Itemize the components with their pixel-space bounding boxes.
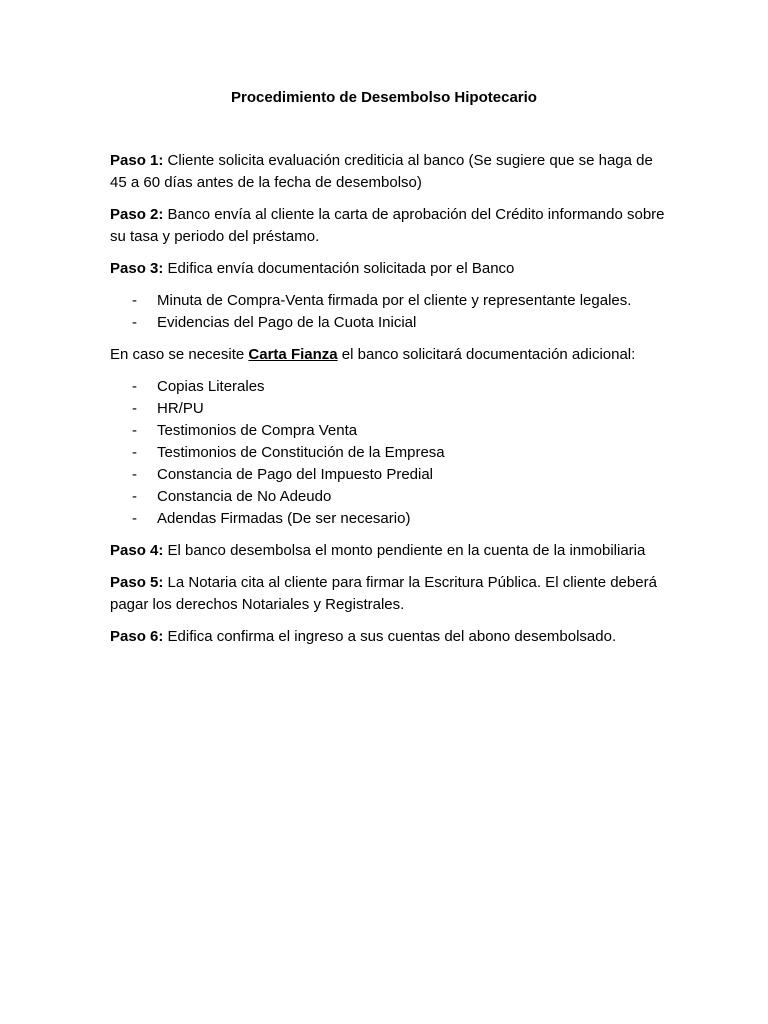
- carta-fianza-prefix: En caso se necesite: [110, 346, 249, 363]
- list-item: [110, 464, 670, 486]
- list-item-text: Evidencias del Pago de la Cuota Inicial: [157, 314, 417, 331]
- list-item: [110, 398, 670, 420]
- document-title: Procedimiento de Desembolso Hipotecario: [231, 89, 537, 106]
- step-4-text: El banco desembolsa el monto pendiente en la cuenta de la inmobiliaria: [163, 542, 646, 559]
- carta-fianza-term: Carta Fianza: [248, 346, 338, 363]
- list-item-text: Constancia de No Adeudo: [157, 488, 332, 505]
- dash-marker: -: [132, 400, 137, 417]
- dash-marker: -: [132, 488, 137, 505]
- step-5-paragraph: [110, 572, 670, 616]
- step-4-paragraph: [110, 540, 670, 562]
- dash-marker: -: [132, 314, 137, 331]
- list-item-text: Minuta de Compra-Venta firmada por el cliente y representante legales.: [157, 292, 632, 309]
- list-item-text: HR/PU: [157, 400, 204, 417]
- dash-marker: -: [132, 378, 137, 395]
- list-item: [110, 420, 670, 442]
- dash-marker: -: [132, 422, 137, 439]
- list-item: [110, 290, 670, 312]
- list-item: [110, 508, 670, 530]
- list-item: [110, 442, 670, 464]
- carta-fianza-paragraph: [110, 344, 670, 366]
- dash-marker: -: [132, 292, 137, 309]
- list-item-text: Testimonios de Compra Venta: [157, 422, 358, 439]
- list-item-text: Testimonios de Constitución de la Empresa: [157, 444, 445, 461]
- step-6-paragraph: [110, 626, 670, 648]
- step-4-label: Paso 4:: [110, 542, 164, 559]
- step-6-label: Paso 6:: [110, 628, 164, 645]
- list-item-text: Copias Literales: [157, 378, 265, 395]
- dash-marker: -: [132, 466, 137, 483]
- list-item-text: Adendas Firmadas (De ser necesario): [157, 510, 411, 527]
- step-2-label: Paso 2:: [110, 206, 164, 223]
- step-2-paragraph: [110, 204, 670, 248]
- list-item-text: Constancia de Pago del Impuesto Predial: [157, 466, 434, 483]
- step-5-text: La Notaria cita al cliente para firmar la Escritura Pública. El cliente deberá pagar los derechos Notariales y Registrales.: [110, 574, 657, 613]
- step-2-text: Banco envía al cliente la carta de aprobación del Crédito informando sobre su tasa y periodo del préstamo.: [110, 206, 665, 245]
- list-item: [110, 486, 670, 508]
- document-body: [110, 150, 670, 658]
- step-1-text: Cliente solicita evaluación crediticia al banco (Se sugiere que se haga de 45 a 60 días antes de la fecha de desembolso): [110, 152, 653, 191]
- step-3-paragraph: [110, 258, 670, 280]
- step-1-label: Paso 1:: [110, 152, 164, 169]
- step-1-paragraph: [110, 150, 670, 194]
- carta-fianza-list: [110, 376, 670, 530]
- list-item: [110, 376, 670, 398]
- step-3-label: Paso 3:: [110, 260, 164, 277]
- carta-fianza-suffix: el banco solicitará documentación adicional:: [337, 346, 636, 363]
- step-3-list: [110, 290, 670, 334]
- list-item: [110, 312, 670, 334]
- dash-marker: -: [132, 510, 137, 527]
- step-6-text: Edifica confirma el ingreso a sus cuentas del abono desembolsado.: [163, 628, 617, 645]
- dash-marker: -: [132, 444, 137, 461]
- step-5-label: Paso 5:: [110, 574, 164, 591]
- step-3-text: Edifica envía documentación solicitada por el Banco: [163, 260, 515, 277]
